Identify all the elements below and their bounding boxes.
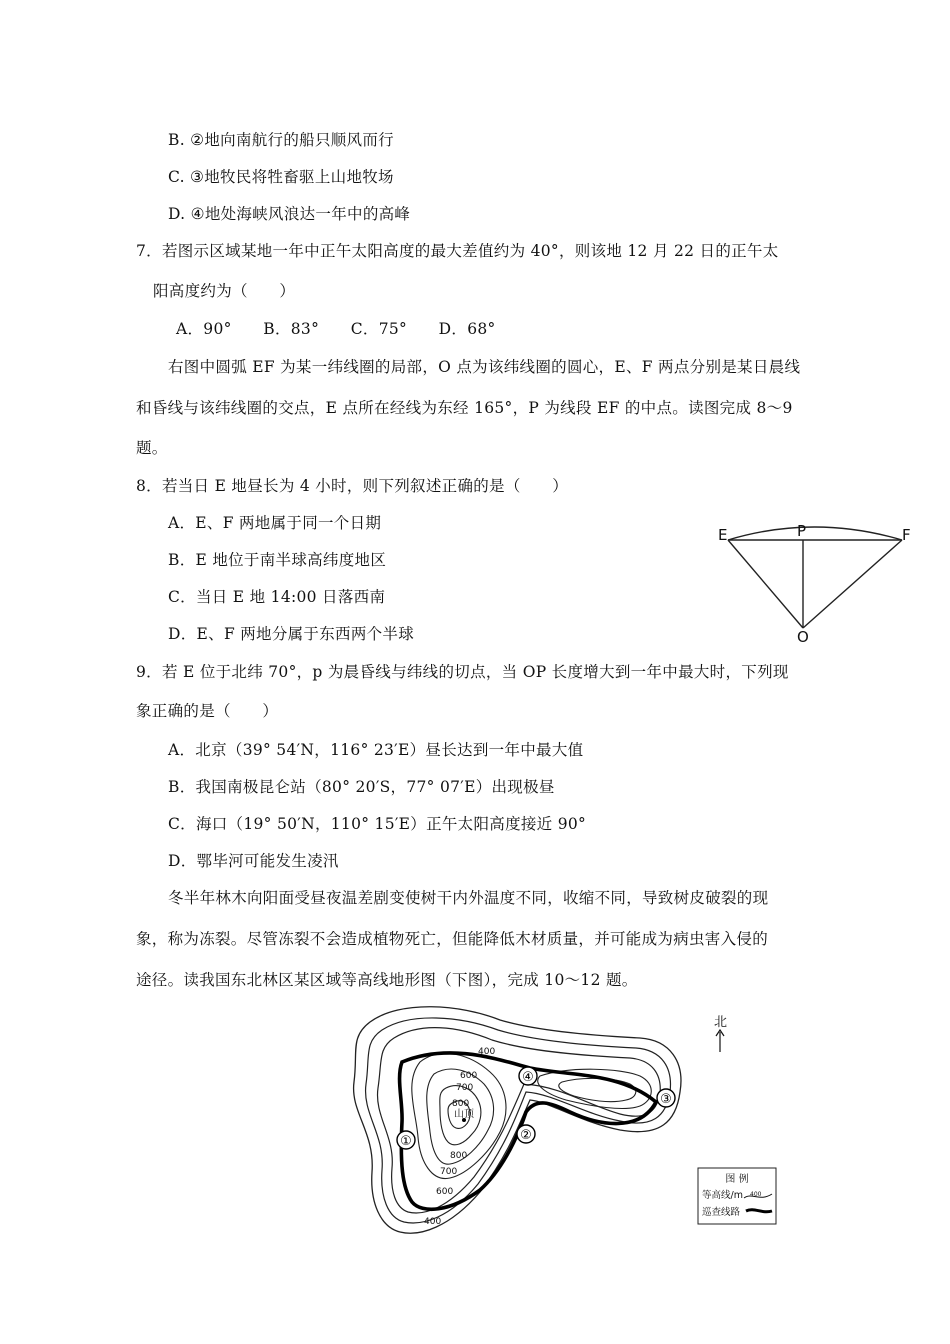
contour-label: 400: [424, 1217, 442, 1227]
option-8d: D．E、F 两地分属于东西两个半球: [168, 625, 415, 643]
contour-label: 400: [478, 1047, 496, 1057]
legend-contour-label: 等高线/m: [702, 1190, 743, 1201]
option-6b: B. ②地向南航行的船只顺风而行: [168, 131, 394, 149]
segment-eo: [728, 540, 803, 628]
contour-2: [366, 1018, 671, 1223]
legend-title: 图 例: [725, 1174, 749, 1185]
point-3: [657, 1089, 675, 1107]
arc-ef: [728, 527, 902, 540]
latitude-arc-diagram: [706, 520, 922, 648]
intro-10-12-line1: 冬半年林木向阳面受昼夜温差剧变使树干内外温度不同，收缩不同，导致树皮破裂的现: [168, 889, 769, 907]
option-9b: B．我国南极昆仑站（80° 20′S，77° 07′E）出现极昼: [168, 778, 555, 796]
contour-9: [559, 1078, 636, 1101]
option-8b: B．E 地位于南半球高纬度地区: [168, 551, 387, 569]
label-o: O: [797, 628, 809, 646]
question-8: 8．若当日 E 地昼长为 4 小时，则下列叙述正确的是（ ）: [136, 477, 569, 495]
option-9c: C．海口（19° 50′N，110° 15′E）正午太阳高度接近 90°: [168, 815, 587, 833]
contour-label: 700: [440, 1167, 458, 1177]
option-9a: A．北京（39° 54′N，116° 23′E）昼长达到一年中最大值: [168, 741, 584, 759]
option-8c: C．当日 E 地 14:00 日落西南: [168, 588, 386, 606]
options-7: A．90° B．83° C．75° D．68°: [176, 320, 496, 338]
question-7-cont: 阳高度约为（ ）: [153, 282, 296, 300]
contour-label: 700: [456, 1083, 474, 1093]
point-2: [517, 1125, 535, 1143]
intro-10-12-line2: 象，称为冻裂。尽管冻裂不会造成植物死亡，但能降低木材质量，并可能成为病虫害入侵的: [136, 930, 769, 948]
svg-text:④: ④: [522, 1070, 534, 1085]
option-8a: A．E、F 两地属于同一个日期: [168, 514, 382, 532]
point-4: [519, 1067, 537, 1085]
legend-route-label: 巡查线路: [702, 1207, 741, 1218]
contour-label: 600: [436, 1187, 454, 1197]
intro-8-9-line1: 右图中圆弧 EF 为某一纬线圈的局部，O 点为该纬线圈的圆心，E、F 两点分别是某日晨线: [168, 358, 801, 376]
svg-text:②: ②: [520, 1128, 532, 1143]
legend-contour-sample: 400: [750, 1191, 762, 1198]
intro-10-12-line3: 途径。读我国东北林区某区域等高线地形图（下图），完成 10～12 题。: [136, 971, 638, 989]
question-9: 9．若 E 位于北纬 70°，p 为晨昏线与纬线的切点，当 OP 长度增大到一年中最大时，下列现: [136, 663, 789, 681]
contour-label: 800: [450, 1151, 468, 1161]
option-6c: C. ③地牧民将牲畜驱上山地牧场: [168, 168, 394, 186]
question-9-cont: 象正确的是（ ）: [136, 702, 279, 720]
point-1: [397, 1131, 415, 1149]
north-label: 北: [714, 1015, 728, 1030]
label-f: F: [902, 526, 911, 544]
contour-map: [340, 1002, 800, 1242]
intro-8-9-line2: 和昏线与该纬线圈的交点，E 点所在经线为东经 165°，P 为线段 EF 的中点。读图完成 8～9: [136, 399, 793, 417]
option-6d: D. ④地处海峡风浪达一年中的高峰: [168, 205, 411, 223]
label-e: E: [718, 526, 728, 544]
contour-label: 800: [452, 1099, 470, 1109]
contour-label: 600: [460, 1071, 478, 1081]
summit-label: 山顶: [454, 1109, 474, 1120]
svg-text:③: ③: [660, 1092, 672, 1107]
option-9d: D．鄂毕河可能发生凌汛: [168, 852, 339, 870]
label-p: P: [797, 522, 807, 540]
segment-fo: [803, 540, 902, 628]
question-7: 7．若图示区域某地一年中正午太阳高度的最大差值约为 40°，则该地 12 月 22 日的正午太: [136, 242, 779, 260]
intro-8-9-line3: 题。: [136, 439, 168, 457]
svg-text:①: ①: [400, 1134, 412, 1149]
